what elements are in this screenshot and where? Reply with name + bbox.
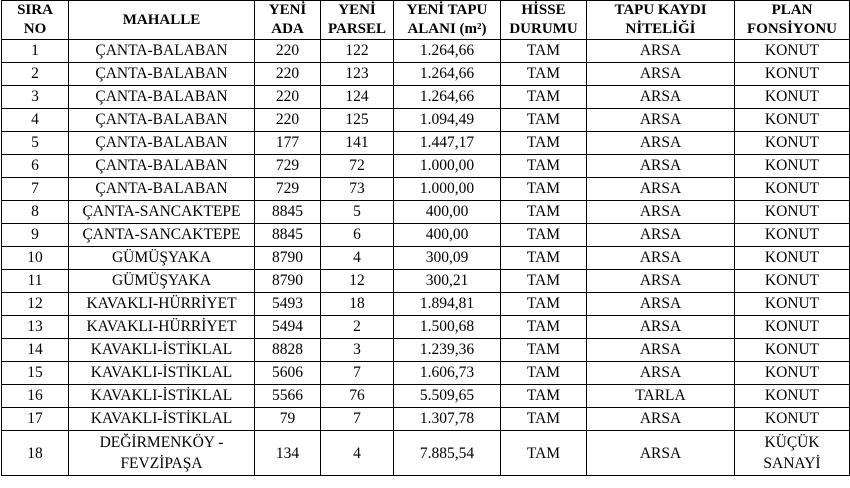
cell-ada: 5606: [255, 362, 321, 385]
cell-parsel: 141: [321, 132, 394, 155]
cell-mahalle: KAVAKLI-İSTİKLAL: [69, 339, 255, 362]
cell-fonksiyon: KONUT: [735, 86, 850, 109]
cell-parsel: 125: [321, 109, 394, 132]
cell-fonksiyon: KONUT: [735, 40, 850, 63]
cell-fonksiyon: KONUT: [735, 178, 850, 201]
cell-ada: 8828: [255, 339, 321, 362]
cell-ada: 729: [255, 178, 321, 201]
cell-alan: 1.000,00: [394, 178, 501, 201]
cell-parsel: 76: [321, 385, 394, 408]
cell-sira-no: 10: [2, 247, 69, 270]
cell-alan: 300,09: [394, 247, 501, 270]
cell-mahalle: GÜMÜŞYAKA: [69, 270, 255, 293]
header-row: [2, 1, 850, 40]
header-mahalle: MAHALLE: [69, 1, 255, 40]
header-tapu-kaydi-niteligi: TAPU KAYDI NİTELİĞİ: [587, 1, 735, 40]
table-row: [2, 293, 850, 316]
cell-mahalle: KAVAKLI-İSTİKLAL: [69, 362, 255, 385]
cell-fonksiyon: KONUT: [735, 339, 850, 362]
cell-hisse: TAM: [501, 224, 587, 247]
cell-sira-no: 1: [2, 40, 69, 63]
cell-ada: 177: [255, 132, 321, 155]
cell-ada: 8790: [255, 247, 321, 270]
cell-ada: 220: [255, 86, 321, 109]
cell-parsel: 122: [321, 40, 394, 63]
cell-sira-no: 3: [2, 86, 69, 109]
cell-ada: 729: [255, 155, 321, 178]
table-row: [2, 270, 850, 293]
cell-fonksiyon: KONUT: [735, 293, 850, 316]
cell-parsel: 7: [321, 362, 394, 385]
cell-alan: 1.307,78: [394, 408, 501, 431]
cell-ada: 79: [255, 408, 321, 431]
cell-nitelik: ARSA: [587, 362, 735, 385]
cell-mahalle: KAVAKLI-İSTİKLAL: [69, 408, 255, 431]
cell-fonksiyon: KONUT: [735, 362, 850, 385]
cell-hisse: TAM: [501, 40, 587, 63]
cell-mahalle: ÇANTA-SANCAKTEPE: [69, 201, 255, 224]
cell-alan: 5.509,65: [394, 385, 501, 408]
cell-ada: 220: [255, 40, 321, 63]
table-row: [2, 224, 850, 247]
cell-fonksiyon: KONUT: [735, 201, 850, 224]
cell-alan: 300,21: [394, 270, 501, 293]
cell-nitelik: TARLA: [587, 385, 735, 408]
cell-parsel: 12: [321, 270, 394, 293]
cell-parsel: 4: [321, 431, 394, 476]
cell-nitelik: ARSA: [587, 155, 735, 178]
cell-fonksiyon-line: SANAYİ: [763, 455, 821, 472]
cell-ada: 134: [255, 431, 321, 476]
cell-ada: 8845: [255, 224, 321, 247]
cell-hisse: TAM: [501, 339, 587, 362]
cell-mahalle: ÇANTA-BALABAN: [69, 109, 255, 132]
cell-ada: 220: [255, 63, 321, 86]
cell-mahalle: [69, 431, 255, 476]
cell-hisse: TAM: [501, 270, 587, 293]
cell-alan: 1.000,00: [394, 155, 501, 178]
cell-alan: 1.264,66: [394, 63, 501, 86]
table-row: [2, 247, 850, 270]
cell-parsel: 7: [321, 408, 394, 431]
table-row: [2, 155, 850, 178]
cell-ada: 8790: [255, 270, 321, 293]
cell-nitelik: ARSA: [587, 431, 735, 476]
cell-parsel: 3: [321, 339, 394, 362]
cell-sira-no: 13: [2, 316, 69, 339]
table-row: [2, 385, 850, 408]
cell-fonksiyon: KONUT: [735, 224, 850, 247]
cell-parsel: 5: [321, 201, 394, 224]
cell-mahalle: ÇANTA-BALABAN: [69, 155, 255, 178]
cell-sira-no: 11: [2, 270, 69, 293]
cell-sira-no: 12: [2, 293, 69, 316]
cell-nitelik: ARSA: [587, 63, 735, 86]
cell-alan: 1.894,81: [394, 293, 501, 316]
table-row: [2, 408, 850, 431]
cell-nitelik: ARSA: [587, 339, 735, 362]
parcel-table: [1, 0, 850, 476]
cell-sira-no: 6: [2, 155, 69, 178]
cell-fonksiyon: KONUT: [735, 109, 850, 132]
cell-sira-no: 15: [2, 362, 69, 385]
cell-fonksiyon: KONUT: [735, 132, 850, 155]
cell-nitelik: ARSA: [587, 178, 735, 201]
cell-hisse: TAM: [501, 178, 587, 201]
header-plan-fonksiyonu: PLAN FONSİYONU: [735, 1, 850, 40]
cell-fonksiyon: KONUT: [735, 247, 850, 270]
header-yeni-parsel: YENİ PARSEL: [321, 1, 394, 40]
cell-parsel: 6: [321, 224, 394, 247]
cell-parsel: 18: [321, 293, 394, 316]
cell-ada: 5494: [255, 316, 321, 339]
cell-mahalle: GÜMÜŞYAKA: [69, 247, 255, 270]
cell-alan: 400,00: [394, 201, 501, 224]
cell-mahalle: ÇANTA-BALABAN: [69, 132, 255, 155]
cell-ada: 8845: [255, 201, 321, 224]
cell-mahalle: KAVAKLI-HÜRRİYET: [69, 293, 255, 316]
cell-sira-no: 16: [2, 385, 69, 408]
cell-alan: 1.447,17: [394, 132, 501, 155]
cell-nitelik: ARSA: [587, 293, 735, 316]
cell-nitelik: ARSA: [587, 132, 735, 155]
cell-hisse: TAM: [501, 155, 587, 178]
cell-nitelik: ARSA: [587, 40, 735, 63]
cell-sira-no: 9: [2, 224, 69, 247]
cell-nitelik: ARSA: [587, 408, 735, 431]
cell-mahalle: ÇANTA-BALABAN: [69, 178, 255, 201]
cell-alan: 1.239,36: [394, 339, 501, 362]
cell-sira-no: 17: [2, 408, 69, 431]
cell-hisse: TAM: [501, 63, 587, 86]
cell-parsel: 2: [321, 316, 394, 339]
cell-alan: 400,00: [394, 224, 501, 247]
cell-mahalle: KAVAKLI-HÜRRİYET: [69, 316, 255, 339]
cell-fonksiyon: KONUT: [735, 385, 850, 408]
cell-fonksiyon: KONUT: [735, 316, 850, 339]
cell-mahalle: ÇANTA-BALABAN: [69, 63, 255, 86]
cell-mahalle: ÇANTA-BALABAN: [69, 86, 255, 109]
cell-nitelik: ARSA: [587, 201, 735, 224]
cell-hisse: TAM: [501, 385, 587, 408]
cell-alan: 1.264,66: [394, 86, 501, 109]
cell-fonksiyon-line: KÜÇÜK: [764, 434, 820, 451]
table-row: [2, 109, 850, 132]
cell-fonksiyon: KONUT: [735, 63, 850, 86]
table-row: [2, 362, 850, 385]
cell-nitelik: ARSA: [587, 270, 735, 293]
table-row: [2, 40, 850, 63]
cell-nitelik: ARSA: [587, 109, 735, 132]
cell-hisse: TAM: [501, 431, 587, 476]
cell-hisse: TAM: [501, 86, 587, 109]
cell-nitelik: ARSA: [587, 247, 735, 270]
cell-ada: 220: [255, 109, 321, 132]
cell-hisse: TAM: [501, 316, 587, 339]
header-yeni-ada: YENİ ADA: [255, 1, 321, 40]
table-row: [2, 132, 850, 155]
cell-hisse: TAM: [501, 109, 587, 132]
cell-sira-no: 5: [2, 132, 69, 155]
cell-mahalle: KAVAKLI-İSTİKLAL: [69, 385, 255, 408]
cell-parsel: 124: [321, 86, 394, 109]
cell-sira-no: 14: [2, 339, 69, 362]
cell-nitelik: ARSA: [587, 86, 735, 109]
table-row: [2, 201, 850, 224]
header-sira-no: SIRA NO: [2, 1, 69, 40]
cell-nitelik: ARSA: [587, 316, 735, 339]
cell-hisse: TAM: [501, 132, 587, 155]
cell-nitelik: ARSA: [587, 224, 735, 247]
cell-alan: 7.885,54: [394, 431, 501, 476]
cell-mahalle: ÇANTA-SANCAKTEPE: [69, 224, 255, 247]
header-yeni-tapu-alani: YENİ TAPU ALANI (m²): [394, 1, 501, 40]
cell-hisse: TAM: [501, 408, 587, 431]
cell-mahalle-line: FEVZİPAŞA: [120, 455, 203, 472]
table-row: [2, 316, 850, 339]
cell-sira-no: 2: [2, 63, 69, 86]
cell-mahalle: ÇANTA-BALABAN: [69, 40, 255, 63]
cell-fonksiyon: KONUT: [735, 155, 850, 178]
cell-fonksiyon: [735, 431, 850, 476]
cell-parsel: 123: [321, 63, 394, 86]
table-row: [2, 86, 850, 109]
cell-sira-no: 4: [2, 109, 69, 132]
cell-alan: 1.606,73: [394, 362, 501, 385]
table-row: [2, 63, 850, 86]
cell-mahalle-line: DEĞİRMENKÖY -: [99, 434, 224, 451]
cell-fonksiyon: KONUT: [735, 270, 850, 293]
cell-parsel: 73: [321, 178, 394, 201]
table-row: [2, 339, 850, 362]
table-row: [2, 178, 850, 201]
header-hisse-durumu: HİSSE DURUMU: [501, 1, 587, 40]
cell-sira-no: 7: [2, 178, 69, 201]
cell-alan: 1.094,49: [394, 109, 501, 132]
cell-sira-no: 18: [2, 431, 69, 476]
cell-fonksiyon: KONUT: [735, 408, 850, 431]
cell-sira-no: 8: [2, 201, 69, 224]
table-row: [2, 431, 850, 476]
cell-hisse: TAM: [501, 201, 587, 224]
cell-ada: 5493: [255, 293, 321, 316]
cell-parsel: 72: [321, 155, 394, 178]
cell-alan: 1.500,68: [394, 316, 501, 339]
cell-parsel: 4: [321, 247, 394, 270]
cell-hisse: TAM: [501, 362, 587, 385]
cell-ada: 5566: [255, 385, 321, 408]
cell-hisse: TAM: [501, 293, 587, 316]
cell-alan: 1.264,66: [394, 40, 501, 63]
cell-hisse: TAM: [501, 247, 587, 270]
